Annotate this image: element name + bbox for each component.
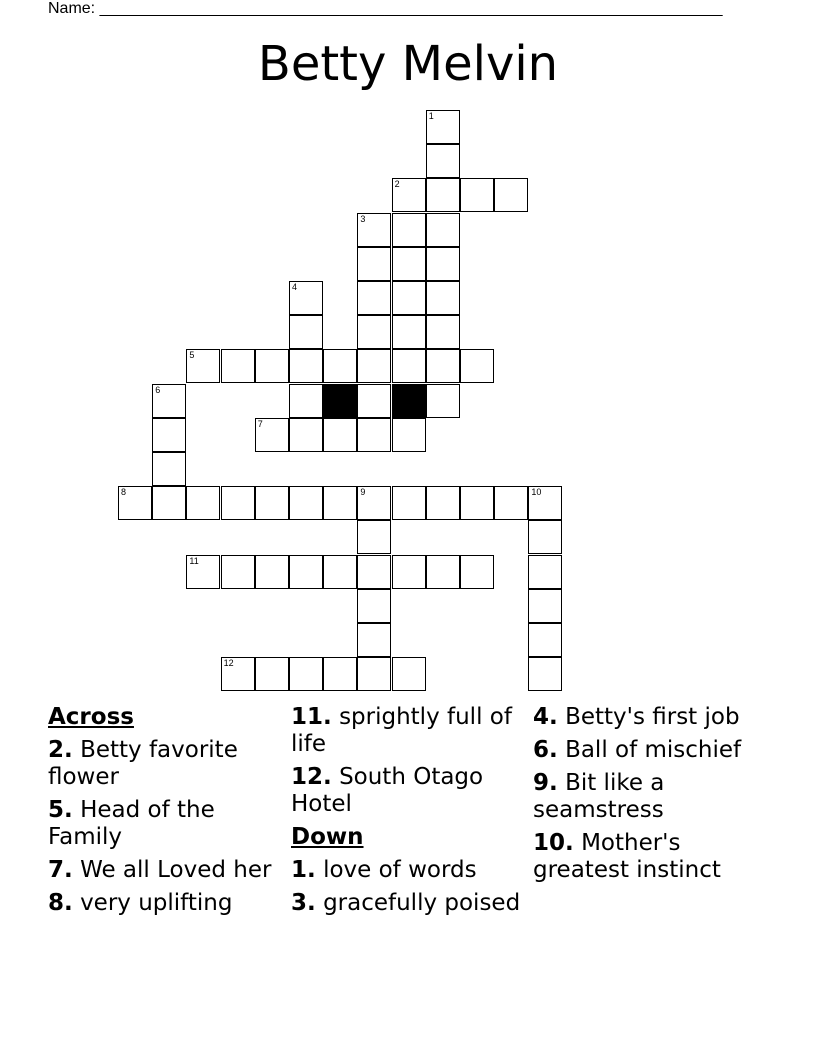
cell-number: 5 [189,350,195,361]
grid-cell[interactable] [289,281,323,315]
grid-cell[interactable] [392,418,426,452]
grid-cell[interactable] [323,486,357,520]
grid-cell[interactable] [528,623,562,657]
clue-down-1: 1. love of words [291,857,477,883]
grid-cell[interactable] [426,281,460,315]
cell-number: 12 [223,658,234,669]
cell-number: 6 [155,384,161,395]
grid-cell[interactable] [289,315,323,349]
clue-across-11: 11. sprightly full of life [291,704,512,757]
black-square [323,384,357,418]
grid-cell[interactable] [460,349,494,383]
grid-cell[interactable] [221,657,255,691]
clues-column-3 [533,704,773,890]
grid-cell[interactable] [357,213,391,247]
down-heading: Down [291,824,364,850]
clue-across-5: 5. Head of the Family [48,797,215,850]
grid-cell[interactable] [255,418,289,452]
grid-cell[interactable] [357,657,391,691]
clue-across-7: 7. We all Loved her [48,857,272,883]
grid-cell[interactable] [323,418,357,452]
clue-across-8: 8. very uplifting [48,890,233,916]
grid-cell[interactable] [357,589,391,623]
grid-cell[interactable] [152,486,186,520]
grid-cell[interactable] [426,384,460,418]
grid-cell[interactable] [460,555,494,589]
grid-cell[interactable] [528,486,562,520]
across-heading: Across [48,704,134,730]
grid-cell[interactable] [357,315,391,349]
grid-cell[interactable] [392,247,426,281]
grid-cell[interactable] [528,555,562,589]
grid-cell[interactable] [528,657,562,691]
grid-cell[interactable] [255,486,289,520]
black-square [392,384,426,418]
clue-down-4: 4. Betty's first job [533,704,740,730]
grid-cell[interactable] [392,178,426,212]
grid-cell[interactable] [289,384,323,418]
grid-cell[interactable] [118,486,152,520]
grid-cell[interactable] [357,623,391,657]
grid-cell[interactable] [460,486,494,520]
grid-cell[interactable] [392,657,426,691]
grid-cell[interactable] [255,349,289,383]
grid-cell[interactable] [426,315,460,349]
grid-cell[interactable] [528,520,562,554]
clue-across-12: 12. South Otago Hotel [291,764,484,817]
clue-down-9: 9. Bit like a seamstress [533,770,665,823]
grid-cell[interactable] [289,555,323,589]
grid-cell[interactable] [426,144,460,178]
grid-cell[interactable] [221,555,255,589]
cell-number: 10 [531,487,542,498]
grid-cell[interactable] [494,486,528,520]
grid-cell[interactable] [323,555,357,589]
grid-cell[interactable] [152,418,186,452]
cell-number: 11 [189,555,199,566]
grid-cell[interactable] [357,384,391,418]
grid-cell[interactable] [357,418,391,452]
cell-number: 1 [428,111,434,121]
grid-cell[interactable] [426,110,460,144]
grid-cell[interactable] [323,657,357,691]
grid-cell[interactable] [255,657,289,691]
grid-cell[interactable] [426,247,460,281]
grid-cell[interactable] [255,555,289,589]
clues-column-2 [291,704,527,923]
grid-cell[interactable] [392,486,426,520]
name-field-label: Name: ______________________________________________________________________ [48,0,723,17]
grid-cell[interactable] [221,349,255,383]
grid-cell[interactable] [528,589,562,623]
grid-cell[interactable] [289,657,323,691]
clues-column-1 [48,704,284,923]
grid-cell[interactable] [392,281,426,315]
grid-cell[interactable] [460,178,494,212]
grid-cell[interactable] [426,486,460,520]
grid-cell[interactable] [357,247,391,281]
cell-number: 7 [257,418,263,429]
grid-cell[interactable] [323,349,357,383]
clue-across-2: 2. Betty favorite flower [48,737,238,790]
grid-cell[interactable] [392,315,426,349]
clue-down-10: 10. Mother's greatest instinct [533,830,721,883]
grid-cell[interactable] [186,486,220,520]
grid-cell[interactable] [357,555,391,589]
grid-cell[interactable] [392,555,426,589]
grid-cell[interactable] [186,349,220,383]
grid-cell[interactable] [357,520,391,554]
grid-cell[interactable] [426,555,460,589]
grid-cell[interactable] [289,418,323,452]
cell-number: 8 [121,487,127,498]
grid-cell[interactable] [289,486,323,520]
grid-cell[interactable] [426,213,460,247]
cell-number: 4 [292,282,298,292]
grid-cell[interactable] [392,213,426,247]
grid-cell[interactable] [289,349,323,383]
cell-number: 9 [360,487,366,498]
grid-cell[interactable] [152,452,186,486]
clue-down-6: 6. Ball of mischief [533,737,742,763]
clue-down-3: 3. gracefully poised [291,890,521,916]
grid-cell[interactable] [221,486,255,520]
grid-cell[interactable] [494,178,528,212]
grid-cell[interactable] [357,486,391,520]
grid-cell[interactable] [152,384,186,418]
cell-number: 2 [394,179,400,190]
grid-cell[interactable] [186,555,220,589]
grid-cell[interactable] [426,349,460,383]
puzzle-title: Betty Melvin [257,36,559,92]
cell-number: 3 [360,213,366,224]
grid-cell[interactable] [357,281,391,315]
grid-cell[interactable] [426,178,460,212]
grid-cell[interactable] [392,349,426,383]
grid-cell[interactable] [357,349,391,383]
